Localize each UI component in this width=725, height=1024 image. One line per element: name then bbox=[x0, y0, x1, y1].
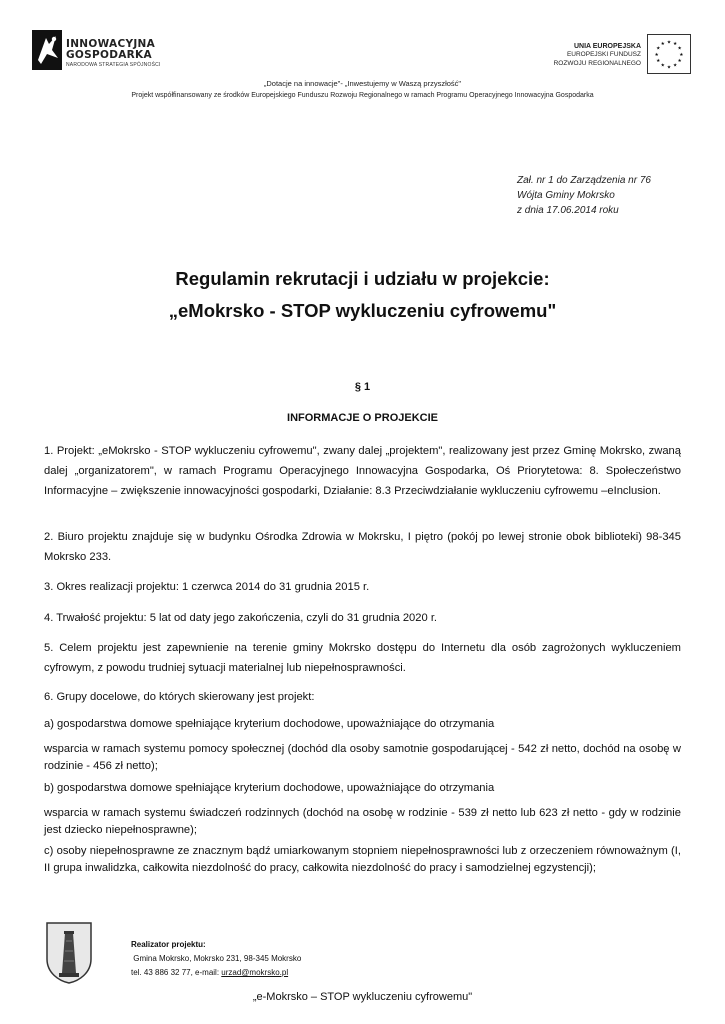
implementer-address bbox=[131, 952, 301, 966]
innowacyjna-gospodarka-logo bbox=[32, 30, 161, 70]
eu-star-icon: ★ bbox=[656, 46, 661, 52]
list-item-a-detail: wsparcia w ramach systemu pomocy społecznej (dochód dla osoby samotnie gospodarującej - 542 zł netto, dochód na osobę w rodzinie - 456 zł netto); bbox=[44, 743, 681, 772]
eu-star-icon: ★ bbox=[654, 52, 659, 58]
contact-prefix: tel. 43 886 32 77, e-mail: bbox=[131, 968, 222, 977]
document-title bbox=[0, 263, 725, 327]
eu-star-icon: ★ bbox=[673, 63, 678, 69]
eu-star-icon: ★ bbox=[660, 63, 665, 69]
logo-line-innowacyjna: INNOWACYJNA bbox=[66, 38, 156, 50]
eu-star-icon: ★ bbox=[679, 52, 684, 58]
mokrsko-coat-of-arms-icon bbox=[45, 921, 93, 985]
project-slogan: „Dotacje na innowacje"- „Inwestujemy w Waszą przyszłość" bbox=[263, 79, 462, 88]
eu-star-icon: ★ bbox=[677, 46, 682, 52]
footer-project-title: „e-Mokrsko – STOP wykluczeniu cyfrowemu" bbox=[252, 991, 473, 1003]
eu-star-icon: ★ bbox=[677, 59, 682, 65]
paragraph-1: 1. Projekt: „eMokrsko - STOP wykluczeniu cyfrowemu", zwany dalej „projektem", realizowany jest przez Gminę Mokrsko, zwaną dalej „organizatorem", w ramach Programu Operacyjnego Innowacyjna Gospodarka, Oś Priorytetowa: 8. Społeczeństwo Informacyjne – zwiększenie innowacyjności gospodarki, Działanie: 8.3 Przeciwdziałanie wykluczeniu cyfrowemu –eInclusion. bbox=[44, 445, 681, 497]
implementer-title: Realizator projektu: bbox=[131, 940, 206, 949]
eu-line-fund: EUROPEJSKI FUNDUSZ bbox=[566, 51, 641, 58]
list-item-b-intro: b) gospodarstwa domowe spełniające kryterium dochodowe, upoważniające do otrzymania bbox=[44, 782, 495, 794]
paragraph-4: 4. Trwałość projektu: 5 lat od daty jego zakończenia, czyli do 31 grudnia 2020 r. bbox=[44, 612, 438, 624]
innowacyjna-gospodarka-emblem-icon bbox=[32, 30, 62, 70]
eu-flag-icon bbox=[647, 34, 691, 74]
attachment-note bbox=[517, 173, 651, 218]
paragraph-6: 6. Grupy docelowe, do których skierowany jest projekt: bbox=[44, 691, 315, 703]
section-number: § 1 bbox=[354, 381, 371, 393]
email-link[interactable]: urzad@mokrsko.pl bbox=[221, 968, 289, 977]
cofunding-note: Projekt współfinansowany ze środków Europejskiego Funduszu Rozwoju Regionalnego w ramach Programu Operacyjnego Innowacyjna Gospodarka bbox=[131, 92, 594, 99]
implementer-info bbox=[131, 938, 301, 980]
logo-line-gospodarka: GOSPODARKA bbox=[66, 49, 152, 61]
attachment-line-1: Zał. nr 1 do Zarządzenia nr 76 bbox=[517, 175, 651, 186]
implementer-address-text: Gmina Mokrsko, Mokrsko 231, 98-345 Mokrsko bbox=[133, 954, 302, 963]
paragraph-2: 2. Biuro projektu znajduje się w budynku Ośrodka Zdrowia w Mokrsku, I piętro (pokój po lewej stronie obok biblioteki) 98-345 Mokrsko 233. bbox=[44, 531, 681, 563]
eu-line-union: UNIA EUROPEJSKA bbox=[573, 43, 641, 50]
list-item-a-intro: a) gospodarstwa domowe spełniające kryterium dochodowe, upoważniające do otrzymania bbox=[44, 718, 495, 730]
section-heading: INFORMACJE O PROJEKCIE bbox=[287, 412, 438, 424]
eu-star-icon: ★ bbox=[666, 40, 672, 46]
eu-star-icon: ★ bbox=[656, 59, 661, 65]
implementer-contact bbox=[131, 966, 301, 980]
attachment-line-3: z dnia 17.06.2014 roku bbox=[517, 205, 619, 216]
eu-star-icon: ★ bbox=[673, 42, 678, 48]
list-item-c: c) osoby niepełnosprawne ze znacznym bądź umiarkowanym stopniem niepełnosprawności lub z orzeczeniem równoważnym (I, II grupa inwalidzka, całkowita niezdolność do pracy, całkowita niezdolność do pracy i samodzielnej egzystencji); bbox=[44, 845, 681, 874]
title-line-2: „eMokrsko - STOP wykluczeniu cyfrowemu" bbox=[168, 300, 557, 321]
eu-logo bbox=[554, 34, 691, 74]
paragraph-5: 5. Celem projektu jest zapewnienie na terenie gminy Mokrsko dostępu do Internetu dla osób zagrożonych wykluczeniem cyfrowym, z powodu trudniej sytuacji materialnej lub niepełnosprawności. bbox=[44, 642, 681, 674]
paragraph-3: 3. Okres realizacji projektu: 1 czerwca 2014 do 31 grudnia 2015 r. bbox=[44, 581, 370, 593]
eu-line-regional: ROZWOJU REGIONALNEGO bbox=[553, 60, 641, 67]
eu-star-icon: ★ bbox=[666, 65, 672, 71]
title-line-1: Regulamin rekrutacji i udziału w projekcie: bbox=[175, 268, 550, 289]
eu-star-icon: ★ bbox=[660, 42, 665, 48]
logo-line-strategy: NARODOWA STRATEGIA SPÓJNOŚCI bbox=[66, 62, 161, 68]
attachment-line-2: Wójta Gminy Mokrsko bbox=[517, 190, 615, 201]
list-item-b-detail: wsparcia w ramach systemu świadczeń rodzinnych (dochód na osobę w rodzinie - 539 zł netto lub 623 zł netto - gdy w rodzinie jest dziecko niepełnosprawne); bbox=[44, 807, 681, 836]
